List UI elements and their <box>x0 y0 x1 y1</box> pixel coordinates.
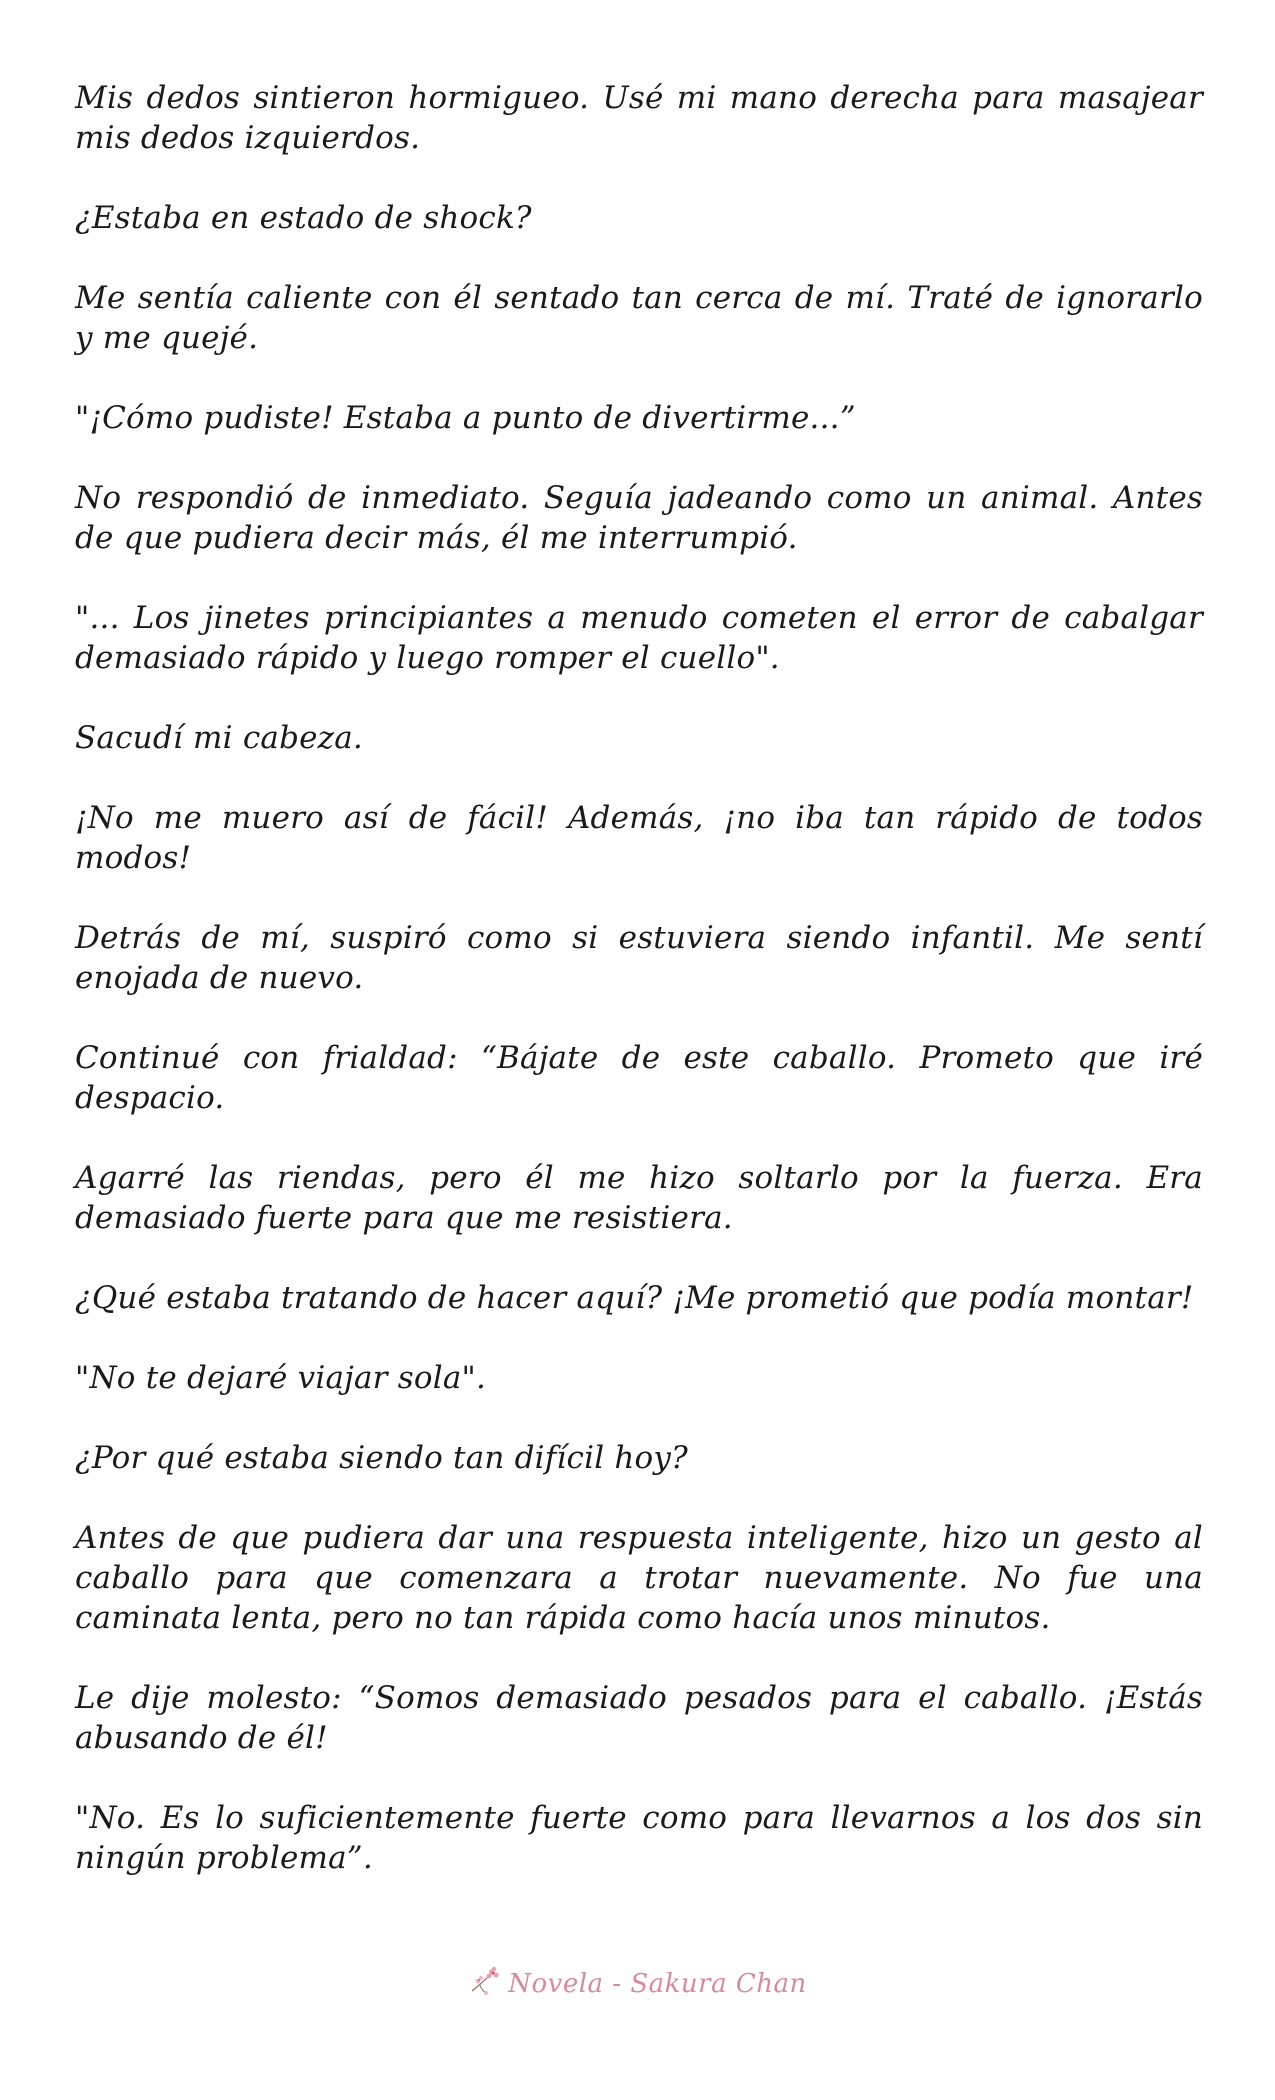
paragraph-13: "No te dejaré viajar sola". <box>75 1360 487 1396</box>
document-body <box>75 78 1203 1918</box>
paragraph-9: Detrás de mí, suspiró como si estuviera siendo infantil. Me sentí enojada de nuevo. <box>75 920 1203 996</box>
paragraph-10: Continué con frialdad: “Bájate de este caballo. Prometo que iré despacio. <box>75 1040 1203 1116</box>
paragraph-6: "... Los jinetes principiantes a menudo cometen el error de cabalgar demasiado rápido y luego romper el cuello". <box>75 600 1203 676</box>
footer-brand <box>468 1965 807 2002</box>
cherry-blossom-icon <box>468 1965 502 2002</box>
paragraph-7: Sacudí mi cabeza. <box>75 720 363 756</box>
paragraph-4: "¡Cómo pudiste! Estaba a punto de divertirme...” <box>75 400 856 436</box>
paragraph-12: ¿Qué estaba tratando de hacer aquí? ¡Me prometió que podía montar! <box>75 1280 1194 1316</box>
paragraph-14: ¿Por qué estaba siendo tan difícil hoy? <box>75 1440 688 1476</box>
paragraph-15: Antes de que pudiera dar una respuesta inteligente, hizo un gesto al caballo para que comenzara a trotar nuevamente. No fue una caminata lenta, pero no tan rápida como hacía unos minutos. <box>75 1520 1203 1636</box>
paragraph-1: Mis dedos sintieron hormigueo. Usé mi mano derecha para masajear mis dedos izquierdos. <box>75 80 1203 156</box>
footer-watermark <box>0 1965 1275 2002</box>
paragraph-11: Agarré las riendas, pero él me hizo soltarlo por la fuerza. Era demasiado fuerte para que me resistiera. <box>75 1160 1203 1236</box>
paragraph-17: "No. Es lo suficientemente fuerte como para llevarnos a los dos sin ningún problema”. <box>75 1800 1203 1876</box>
footer-text: Novela - Sakura Chan <box>508 1968 807 1999</box>
paragraph-3: Me sentía caliente con él sentado tan cerca de mí. Traté de ignorarlo y me quejé. <box>75 280 1203 356</box>
paragraph-8: ¡No me muero así de fácil! Además, ¡no iba tan rápido de todos modos! <box>75 800 1203 876</box>
paragraph-2: ¿Estaba en estado de shock? <box>75 200 532 236</box>
paragraph-5: No respondió de inmediato. Seguía jadeando como un animal. Antes de que pudiera decir más, él me interrumpió. <box>75 480 1203 556</box>
paragraph-16: Le dije molesto: “Somos demasiado pesados para el caballo. ¡Estás abusando de él! <box>75 1680 1203 1756</box>
